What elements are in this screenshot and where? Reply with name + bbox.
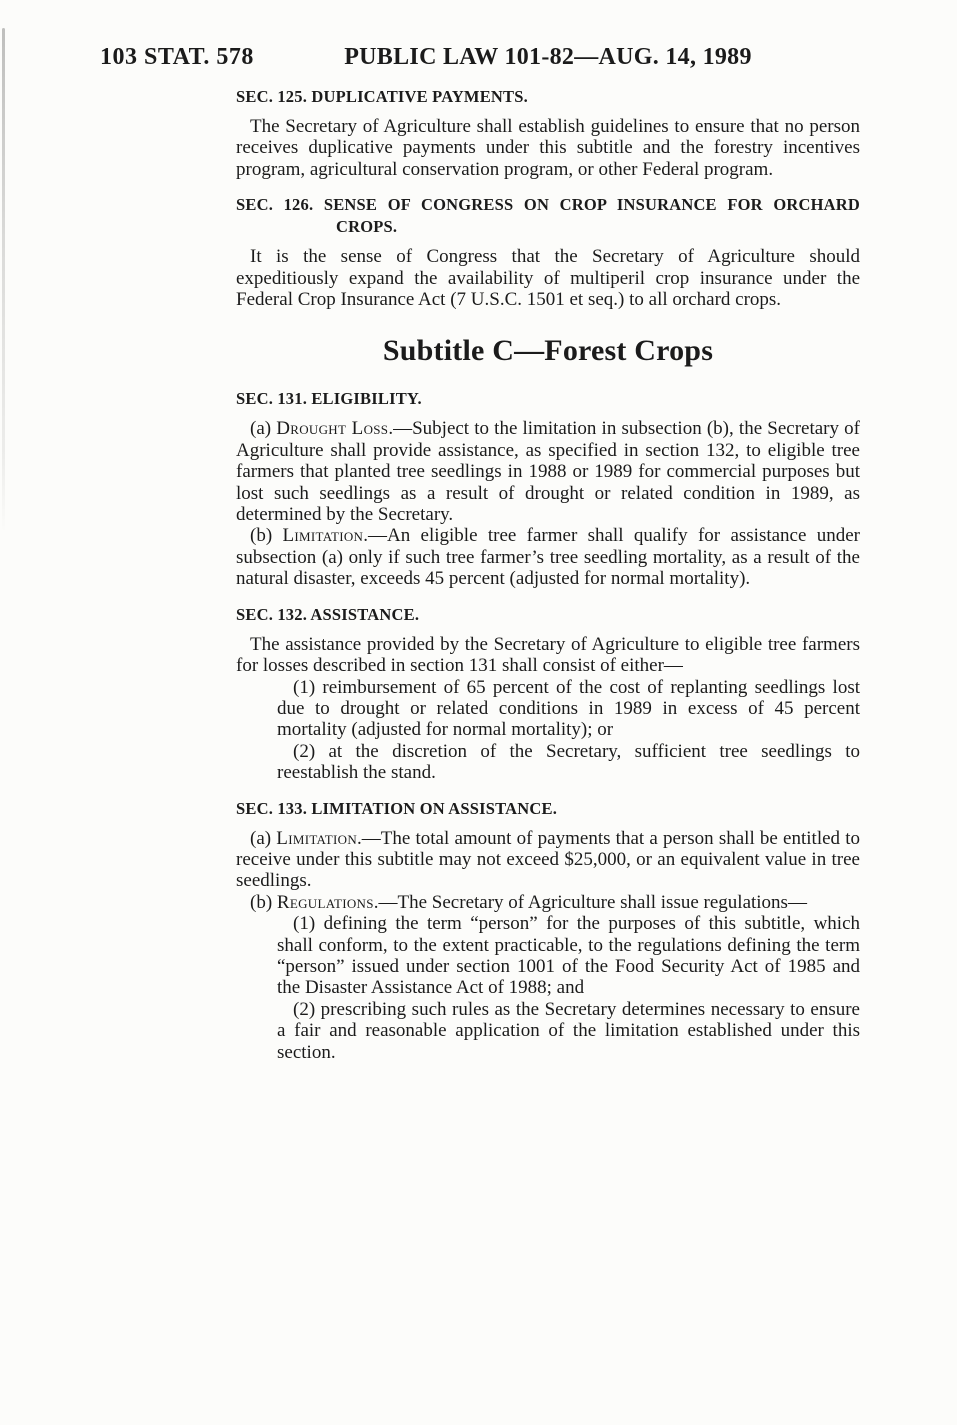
para-a-enum: (a) [250,827,277,849]
running-head [0,44,957,72]
sec-133-heading: SEC. 133. LIMITATION ON ASSISTANCE. [236,798,558,818]
para-b-smallcaps-label: Regulations [276,891,374,913]
sec-133-para-b [236,892,860,913]
sec-132-intro: The assistance provided by the Secretary of Agriculture to eligible tree farmers for losses described in section 131 shall consist of either— [236,633,860,677]
sec-132-item-2: (2) at the discretion of the Secretary, sufficient tree seedlings to reestablish the stand. [277,740,860,784]
sec-126-heading-line-2: CROPS. [336,217,398,237]
para-a-text: .—The total amount of payments that a person shall be entitled to receive under this subtitle may not exceed $25,000, or an equivalent value in tree seedlings. [236,827,861,892]
stat-citation: 103 STAT. 578 [100,44,254,70]
sec-131-para-b [236,525,860,589]
sec-126-body: It is the sense of Congress that the Secretary of Agriculture should expeditiously expand the availability of multiperil crop insurance under the Federal Crop Insurance Act (7 U.S.C. 1501 et seq.) to all orchard crops. [236,246,860,311]
sec-125-body: The Secretary of Agriculture shall establish guidelines to ensure that no person receives duplicative payments under this subtitle and the forestry incentives program, agricultural conservation program, or other Federal program. [236,116,860,180]
text-column [236,86,860,1063]
sec-133-para-a [236,828,860,892]
sec-132-item-1: (1) reimbursement of 65 percent of the cost of replanting seedlings lost due to drought or related conditions in 1989 in excess of 45 percent mortality (adjusted for normal mortality); or [277,676,860,741]
para-a-enum: (a) [250,418,277,440]
sec-126-heading-line-1: SEC. 126. SENSE OF CONGRESS ON CROP INSURANCE FOR ORCHARD [236,195,860,215]
sec-132-heading: SEC. 132. ASSISTANCE. [236,604,420,624]
sec-133-item-1: (1) defining the term “person” for the purposes of this subtitle, which shall conform, to the extent practicable, to the regulations defining the term “person” issued under section 1001 of the Food Security Act of 1985 and the Disaster Assistance Act of 1988; and [277,913,860,999]
para-b-enum: (b) [250,891,277,913]
subtitle-c-title: Subtitle C—Forest Crops [382,334,714,368]
para-a-smallcaps-label: Drought Loss [276,418,389,440]
para-b-enum: (b) [250,525,283,547]
para-a-text: .—Subject to the limitation in subsection (b), the Secretary of Agriculture shall provide assistance, as specified in section 132, to eligible tree farmers that planted tree seedlings in 1988 or 1989 for commercial purposes but lost such seedlings as a result of drought or related condition in 1989, as determined by the Secretary. [236,418,860,526]
para-b-text: .—The Secretary of Agriculture shall issue regulations— [373,891,807,913]
para-b-smallcaps-label: Limitation [282,525,364,547]
sec-131-para-a [236,418,860,525]
para-a-smallcaps-label: Limitation [276,827,358,849]
sec-133-item-2: (2) prescribing such rules as the Secretary determines necessary to ensure a fair and reasonable application of the limitation established under this section. [277,998,860,1063]
running-title: PUBLIC LAW 101-82—AUG. 14, 1989 [344,44,752,70]
sec-125-heading: SEC. 125. DUPLICATIVE PAYMENTS. [236,87,528,106]
para-b-text: .—An eligible tree farmer shall qualify for assistance under subsection (a) only if such tree farmer’s tree seedling mortality, as a result of the natural disaster, exceeds 45 percent (adjusted for normal mortality). [236,525,861,590]
sec-126-heading [236,194,860,238]
scan-edge-artifact [2,28,5,533]
sec-131-heading: SEC. 131. ELIGIBILITY. [236,389,422,409]
